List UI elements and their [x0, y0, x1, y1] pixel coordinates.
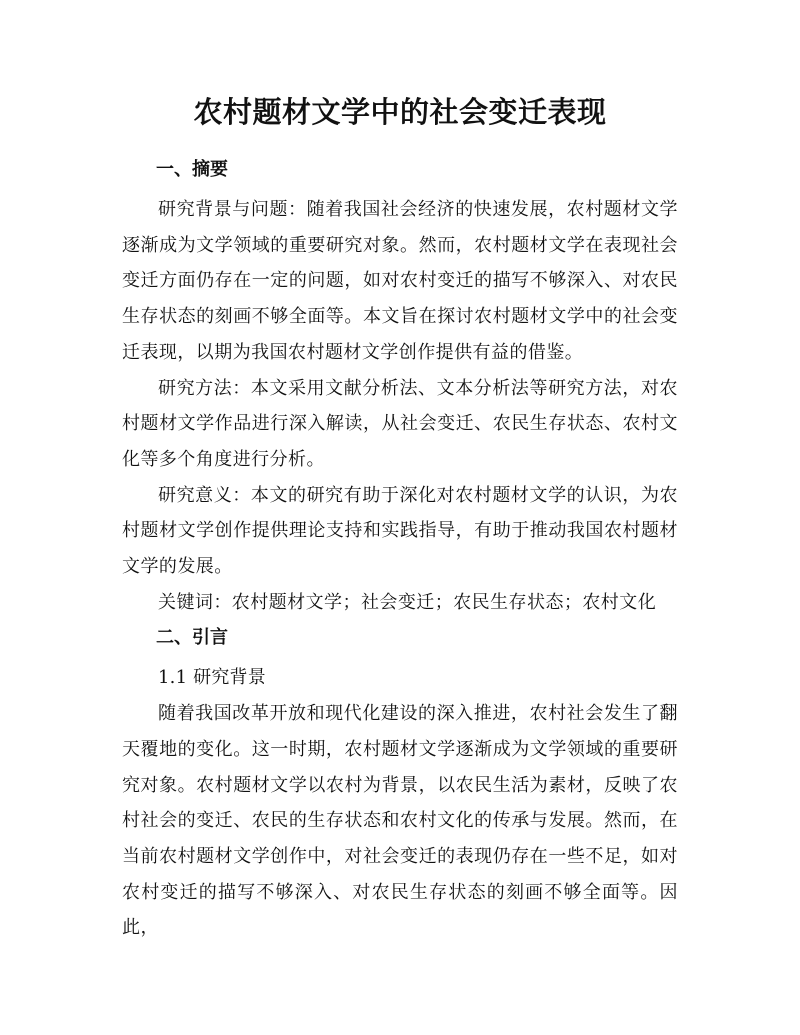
introduction-paragraph: 随着我国改革开放和现代化建设的深入推进，农村社会发生了翻天覆地的变化。这一时期，农村题材文学逐渐成为文学领域的重要研究对象。农村题材文学以农村为背景，以农民生活为素材，反映了农村社会的变迁、农民的生存状态和农村文化的传承与发展。然而，在当前农村题材文学创作中，对社会变迁的表现仍存在一些不足，如对农村变迁的描写不够深入、对农民生存状态的刻画不够全面等。因此，	[122, 703, 678, 939]
abstract-method-paragraph: 研究方法：本文采用文献分析法、文本分析法等研究方法，对农村题材文学作品进行深入解读，从社会变迁、农民生存状态、农村文化等多个角度进行分析。	[122, 377, 678, 470]
abstract-background-paragraph: 研究背景与问题：随着我国社会经济的快速发展，农村题材文学逐渐成为文学领域的重要研究对象。然而，农村题材文学在表现社会变迁方面仍存在一定的问题，如对农村变迁的描写不够深入、对农民生存状态的刻画不够全面等。本文旨在探讨农村题材文学中的社会变迁表现，以期为我国农村题材文学创作提供有益的借鉴。	[122, 199, 678, 363]
research-background-subheading: 1.1 研究背景	[158, 667, 266, 689]
abstract-significance-paragraph: 研究意义：本文的研究有助于深化对农村题材文学的认识，为农村题材文学创作提供理论支持和实践指导，有助于推动我国农村题材文学的发展。	[122, 484, 678, 578]
abstract-heading: 一、摘要	[156, 159, 228, 180]
keywords-line: 关键词：农村题材文学；社会变迁；农民生存状态；农村文化	[158, 591, 657, 613]
introduction-heading: 二、引言	[156, 627, 228, 649]
document-title: 农村题材文学中的社会变迁表现	[193, 95, 607, 129]
